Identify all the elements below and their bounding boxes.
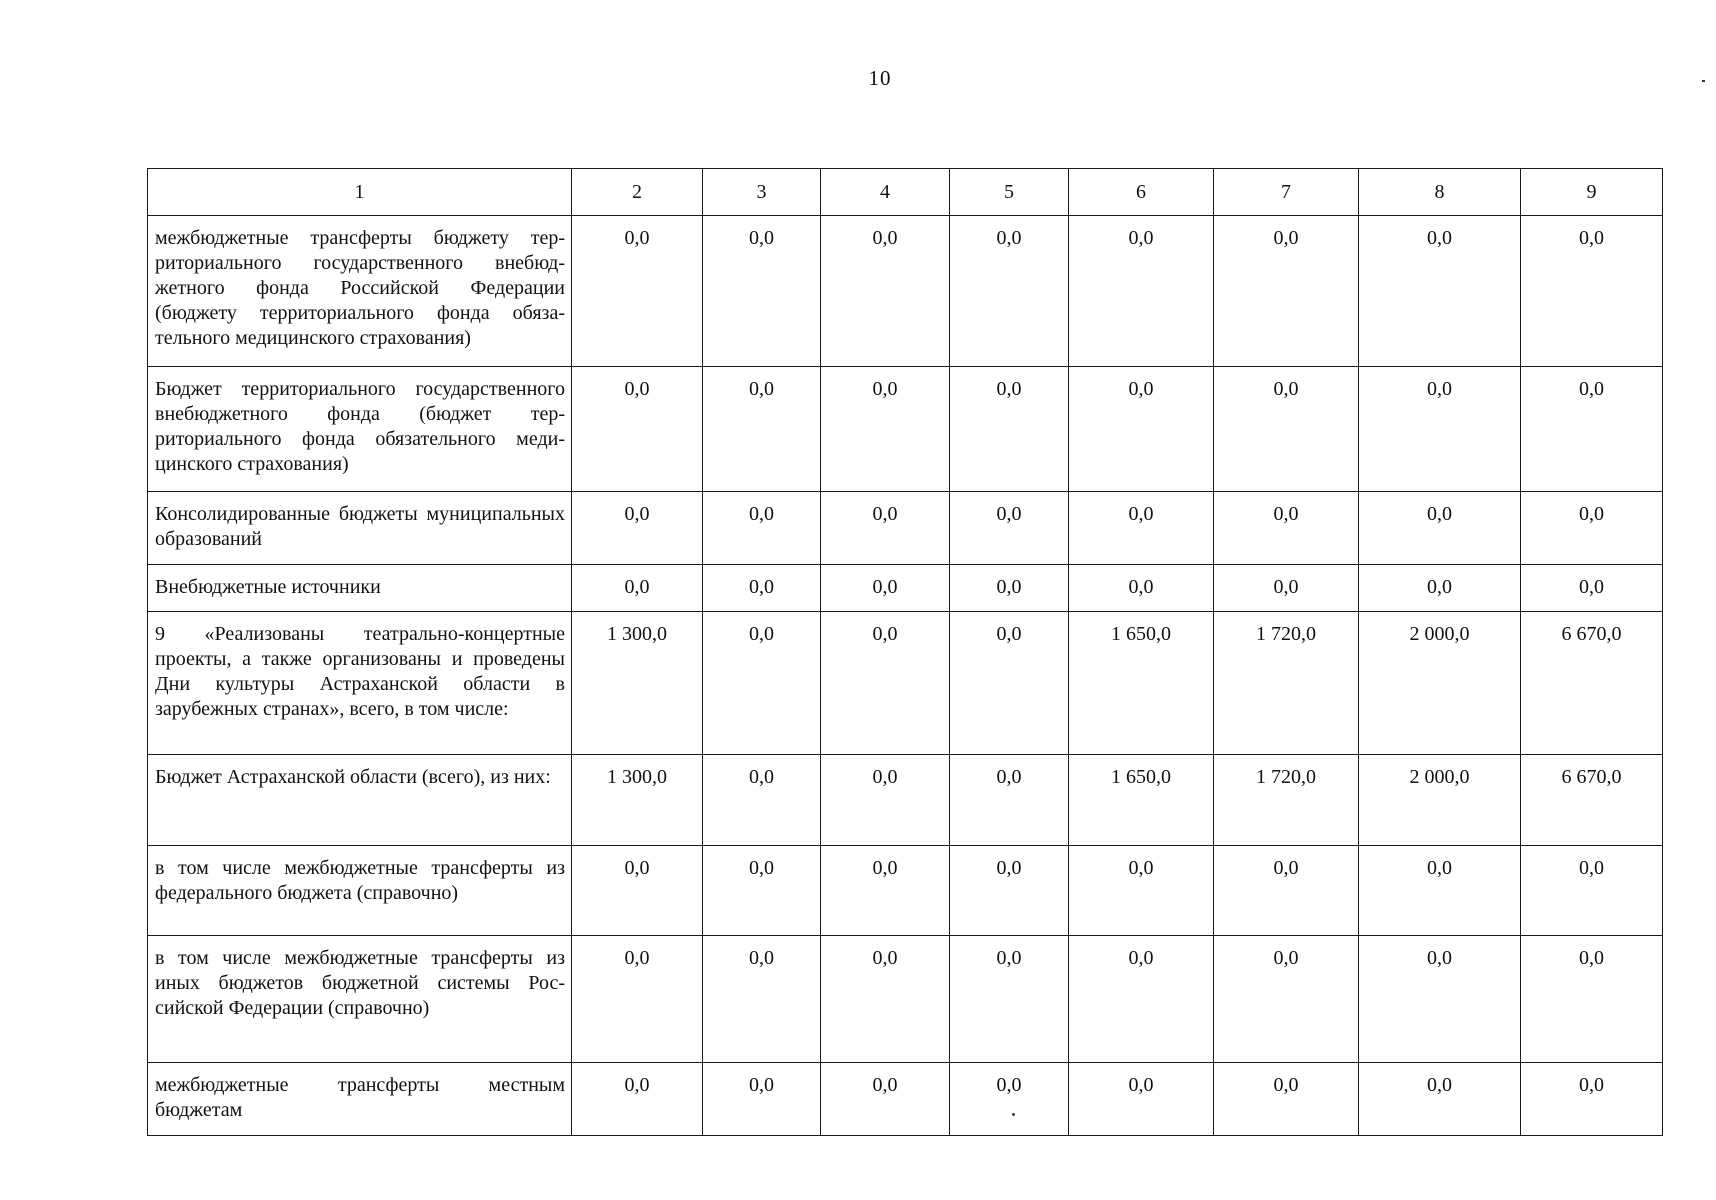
column-header: 1 [148, 169, 572, 216]
table-cell: 0,0 [1359, 1063, 1521, 1136]
table-row [148, 367, 1663, 492]
table-cell: 0,0 [950, 846, 1069, 936]
table-cell: 0,0 [950, 216, 1069, 367]
scan-artifact-mark [1702, 80, 1705, 82]
row-label: межбюджетные трансферты местным бюджетам [148, 1063, 572, 1136]
table-cell: 0,0 [1069, 216, 1214, 367]
table-row [148, 936, 1663, 1063]
table-cell: 0,0 [1214, 565, 1359, 612]
table-cell: 0,0 [1069, 1063, 1214, 1136]
table-cell: 0,0 [703, 612, 821, 755]
column-header: 7 [1214, 169, 1359, 216]
table-cell: 0,0 [821, 565, 950, 612]
table-cell: 0,0 [1521, 565, 1663, 612]
table-cell: 1 300,0 [572, 612, 703, 755]
column-header: 6 [1069, 169, 1214, 216]
table-cell: 0,0 [950, 936, 1069, 1063]
table-cell: 0,0 [950, 755, 1069, 846]
table-cell: 0,0 [1214, 936, 1359, 1063]
table-row [148, 565, 1663, 612]
table-cell: 0,0 [821, 936, 950, 1063]
table-cell: 0,0 [1069, 565, 1214, 612]
table-cell: 0,0 [1214, 1063, 1359, 1136]
table-cell: 0,0 [821, 846, 950, 936]
table-cell: 0,0 [821, 1063, 950, 1136]
table-cell: 0,0 [1359, 216, 1521, 367]
table-cell: 1 650,0 [1069, 755, 1214, 846]
table-cell: 0,0 [1359, 846, 1521, 936]
table-cell: 0,0 [1521, 1063, 1663, 1136]
table-cell: 0,0 [1214, 367, 1359, 492]
table-row [148, 216, 1663, 367]
table-cell: 0,0 [1069, 936, 1214, 1063]
table-cell: 0,0 [572, 216, 703, 367]
row-label: в том числе межбюджетные трансферты из федерального бюджета (справочно) [148, 846, 572, 936]
table-row [148, 846, 1663, 936]
table-cell: 1 720,0 [1214, 612, 1359, 755]
table-cell: 0,0 [1521, 846, 1663, 936]
table-row [148, 612, 1663, 755]
table-cell: 0,0 [1214, 846, 1359, 936]
row-label: Внебюджетные источники [148, 565, 572, 612]
table-cell: 0,0 [703, 1063, 821, 1136]
table-cell: 0,0 [572, 367, 703, 492]
table-cell: 0,0 [1359, 367, 1521, 492]
table-cell: 0,0 [950, 492, 1069, 565]
table-row [148, 1063, 1663, 1136]
table-cell: 0,0 [1069, 367, 1214, 492]
row-label: в том числе межбюджетные трансферты из иных бюджетов бюджетной системы Российской Федерации (справочно) [148, 936, 572, 1063]
row-label: Консолидированные бюджеты муниципальных образований [148, 492, 572, 565]
table-cell: 0,0 [1521, 936, 1663, 1063]
table-cell: 0,0 [950, 565, 1069, 612]
table-cell: 0,0 [572, 1063, 703, 1136]
table-cell: 0,0 [1069, 492, 1214, 565]
table-row [148, 492, 1663, 565]
table-cell: 1 720,0 [1214, 755, 1359, 846]
row-label: 9 «Реализованы театрально-концертные проекты, а также организованы и проведены Дни культуры Астраханской области в зарубежных странах», всего, в том числе: [148, 612, 572, 755]
row-label: Бюджет территориального государственного внебюджетного фонда (бюджет территориального фонда обязательного медицинского страхования) [148, 367, 572, 492]
table-cell: 0,0 [1359, 936, 1521, 1063]
table-cell: 0,0 [821, 492, 950, 565]
table-cell: 0,0 [950, 367, 1069, 492]
table-cell: 0,0 [821, 367, 950, 492]
table-cell: 0,0 [703, 565, 821, 612]
table-cell: 0,0 [1214, 492, 1359, 565]
table-cell: 0,0 [1069, 846, 1214, 936]
table-cell: 0,0 [1521, 216, 1663, 367]
table-cell: 2 000,0 [1359, 612, 1521, 755]
table-cell: 0,0 [572, 846, 703, 936]
row-label: межбюджетные трансферты бюджету территориального государственного внебюджетного фонда Российской Федерации (бюджету территориального фонда обязательного медицинского страхования) [148, 216, 572, 367]
column-header: 3 [703, 169, 821, 216]
table-cell: 0,0 [1359, 565, 1521, 612]
table-cell: 6 670,0 [1521, 612, 1663, 755]
column-header: 4 [821, 169, 950, 216]
table-cell: 0,0 [703, 936, 821, 1063]
table-cell: 1 300,0 [572, 755, 703, 846]
table-cell: 0,0 [950, 1063, 1069, 1136]
column-header: 9 [1521, 169, 1663, 216]
table-cell: 0,0 [703, 367, 821, 492]
table-cell: 0,0 [703, 846, 821, 936]
table-cell: 0,0 [950, 612, 1069, 755]
table-cell: 1 650,0 [1069, 612, 1214, 755]
table-cell: 2 000,0 [1359, 755, 1521, 846]
row-label: Бюджет Астраханской области (всего), из них: [148, 755, 572, 846]
table-cell: 0,0 [821, 216, 950, 367]
scan-artifact-dot [1012, 1113, 1015, 1116]
page-number: 10 [868, 66, 892, 90]
table-cell: 0,0 [703, 216, 821, 367]
column-header: 2 [572, 169, 703, 216]
budget-table [147, 168, 1663, 1136]
table-cell: 0,0 [703, 492, 821, 565]
table-cell: 0,0 [572, 936, 703, 1063]
table-cell: 0,0 [1214, 216, 1359, 367]
table-cell: 0,0 [821, 612, 950, 755]
table-cell: 0,0 [1521, 367, 1663, 492]
table-cell: 6 670,0 [1521, 755, 1663, 846]
table-cell: 0,0 [572, 565, 703, 612]
table-row [148, 755, 1663, 846]
table-cell: 0,0 [1359, 492, 1521, 565]
table-cell: 0,0 [821, 755, 950, 846]
table-cell: 0,0 [703, 755, 821, 846]
table-cell: 0,0 [1521, 492, 1663, 565]
table-cell: 0,0 [572, 492, 703, 565]
column-header: 8 [1359, 169, 1521, 216]
column-number-header-row [148, 169, 1663, 216]
column-header: 5 [950, 169, 1069, 216]
